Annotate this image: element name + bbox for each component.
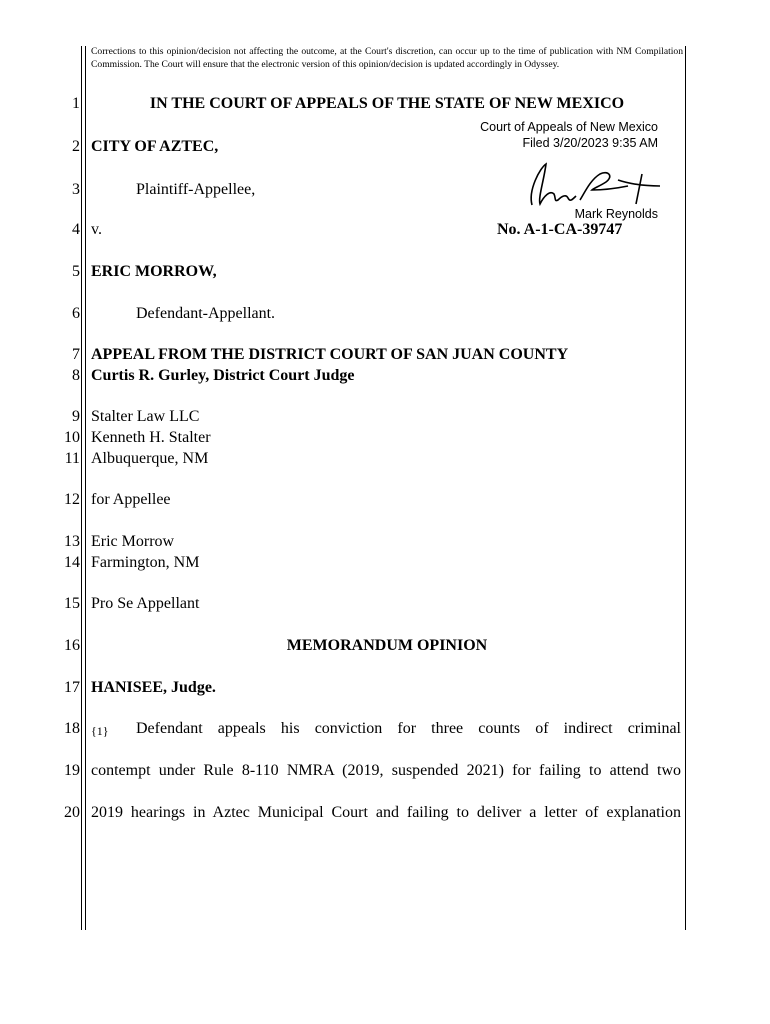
right-margin-rule bbox=[685, 46, 686, 930]
line-number: 15 bbox=[64, 595, 80, 612]
line-number: 20 bbox=[64, 804, 80, 821]
line-number: 6 bbox=[72, 305, 80, 322]
line-number: 5 bbox=[72, 263, 80, 280]
opinion-title: MEMORANDUM OPINION bbox=[286, 637, 488, 654]
line-number: 3 bbox=[72, 181, 80, 198]
appellee-firm: Stalter Law LLC bbox=[91, 408, 200, 425]
docket-number: No. A-1-CA-39747 bbox=[497, 221, 623, 238]
plaintiff-name: CITY OF AZTEC, bbox=[91, 138, 219, 155]
line-number: 4 bbox=[72, 221, 80, 238]
opinion-text-line: Defendant appeals his conviction for three counts of indirect criminal bbox=[136, 720, 681, 737]
opinion-text-line: 2019 hearings in Aztec Municipal Court and failing to deliver a letter of explanation bbox=[91, 804, 681, 821]
appellant-name: Eric Morrow bbox=[91, 533, 175, 550]
line-number: 10 bbox=[64, 429, 80, 446]
court-heading: IN THE COURT OF APPEALS OF THE STATE OF NEW MEXICO bbox=[149, 95, 625, 112]
line-number: 8 bbox=[72, 367, 80, 384]
filing-stamp-clerk: Mark Reynolds bbox=[574, 207, 658, 221]
versus: v. bbox=[91, 221, 102, 238]
appellee-attorney: Kenneth H. Stalter bbox=[91, 429, 211, 446]
for-appellee: for Appellee bbox=[91, 491, 171, 508]
paragraph-mark: {1} bbox=[91, 724, 109, 738]
filing-stamp-court: Court of Appeals of New Mexico bbox=[480, 120, 658, 134]
defendant-role: Defendant-Appellant. bbox=[136, 305, 276, 322]
appellant-city: Farmington, NM bbox=[91, 554, 200, 571]
plaintiff-role: Plaintiff-Appellee, bbox=[136, 181, 256, 198]
left-margin-rule bbox=[81, 46, 82, 930]
line-number: 16 bbox=[64, 637, 80, 654]
line-number: 17 bbox=[64, 679, 80, 696]
line-number: 9 bbox=[72, 408, 80, 425]
line-number: 1 bbox=[72, 95, 80, 112]
line-number: 2 bbox=[72, 138, 80, 155]
pro-se-appellant: Pro Se Appellant bbox=[91, 595, 200, 612]
filing-stamp-date: Filed 3/20/2023 9:35 AM bbox=[522, 136, 658, 150]
district-judge: Curtis R. Gurley, District Court Judge bbox=[91, 367, 355, 384]
defendant-name: ERIC MORROW, bbox=[91, 263, 217, 280]
opinion-text-line: contempt under Rule 8-110 NMRA (2019, suspended 2021) for failing to attend two bbox=[91, 762, 681, 779]
left-margin-rule-inner bbox=[85, 46, 86, 930]
line-number: 19 bbox=[64, 762, 80, 779]
line-number: 18 bbox=[64, 720, 80, 737]
line-number: 13 bbox=[64, 533, 80, 550]
corrections-notice: Corrections to this opinion/decision not affecting the outcome, at the Court's discretion, can occur up to the time of publication with NM Compilation Commission. The Court will ensure that the electronic version of this opinion/decision is updated accordingly in Odyssey. bbox=[91, 46, 683, 70]
line-number: 14 bbox=[64, 554, 80, 571]
appellee-city: Albuquerque, NM bbox=[91, 450, 209, 467]
line-number: 12 bbox=[64, 491, 80, 508]
line-number: 11 bbox=[64, 450, 80, 467]
line-number: 7 bbox=[72, 346, 80, 363]
appeal-from: APPEAL FROM THE DISTRICT COURT OF SAN JUAN COUNTY bbox=[91, 346, 569, 363]
judge-name: HANISEE, Judge. bbox=[91, 679, 216, 696]
